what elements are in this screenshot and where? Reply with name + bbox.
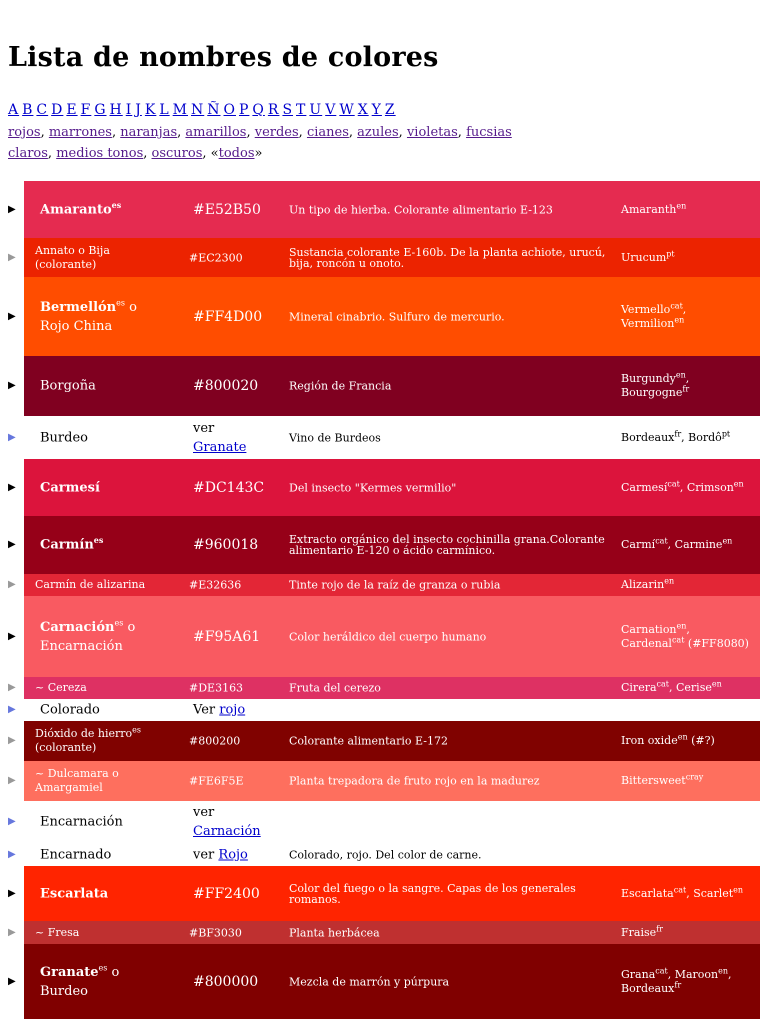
color-hex: #FF2400 [193, 885, 260, 902]
letter-link-s[interactable]: S [282, 102, 294, 118]
triangle-right-icon[interactable]: ▶ [8, 251, 16, 263]
table-row [0, 761, 768, 801]
color-group-links [8, 122, 512, 143]
table-row [0, 238, 768, 277]
group-link-oscuros[interactable]: oscuros [151, 146, 203, 161]
group-link-fucsias[interactable]: fucsias [466, 125, 512, 140]
color-hex: #E32636 [189, 578, 242, 592]
other-languages: Carmesí$^{cat}$, Crimson$^{en}$ [621, 478, 744, 494]
color-description: Del insecto "Kermes vermilio" [289, 481, 457, 494]
other-languages: Carnation$^{en}$, Cardenal$^{cat}$ (#FF8080) [621, 620, 749, 650]
group-link-rojos[interactable]: rojos [8, 125, 41, 140]
triangle-right-icon[interactable]: ▶ [8, 579, 16, 590]
other-languages: Amaranth$^{en}$ [621, 200, 687, 216]
see-also-link[interactable]: Granate [193, 439, 247, 455]
other-languages: Alizarin$^{en}$ [621, 576, 675, 591]
table-row [0, 866, 768, 921]
other-languages: Fraise$^{fr}$ [621, 923, 663, 939]
color-description: Planta trepadora de fruto rojo en la madurez [289, 774, 540, 788]
color-hex: #FF4D00 [193, 308, 263, 325]
letter-link-l[interactable]: L [159, 102, 170, 118]
color-description: Vino de Burdeos [289, 431, 381, 444]
color-name: ~ Cereza [35, 681, 87, 694]
table-row [0, 459, 768, 516]
letter-link-g[interactable]: G [94, 102, 107, 118]
page-title: Lista de nombres de colores [8, 42, 439, 73]
table-row [0, 921, 768, 944]
other-languages: Iron oxide$^{en}$ (#?) [621, 732, 715, 747]
table-row [0, 699, 768, 721]
color-name: Carmesí [40, 480, 100, 495]
letter-link-d[interactable]: D [51, 102, 64, 118]
alphabet-index [8, 100, 399, 121]
separator: , [143, 146, 148, 161]
triangle-right-icon[interactable]: ▶ [8, 816, 16, 827]
color-description: Colorado, rojo. Del color de carne. [289, 848, 482, 861]
color-description: Región de Francia [289, 379, 392, 393]
other-languages: Cirera$^{cat}$, Cerise$^{en}$ [621, 679, 722, 694]
separator: , [348, 125, 354, 140]
color-name: Carmín$^{es}$ [40, 535, 104, 553]
triangle-right-icon[interactable]: ▶ [8, 926, 16, 938]
group-link-claros[interactable]: claros [8, 146, 48, 161]
triangle-right-icon[interactable]: ▶ [8, 203, 16, 215]
letter-link-t[interactable]: T [296, 102, 307, 118]
see-also-link[interactable]: Carnación [193, 824, 261, 839]
see-also: ver Rojo [193, 847, 248, 862]
table-row [0, 843, 768, 866]
separator: , « [202, 146, 219, 161]
see-also: ver Carnación [193, 805, 261, 839]
letter-link-y[interactable]: Y [371, 102, 382, 118]
other-languages: Carmí$^{cat}$, Carmine$^{en}$ [621, 536, 733, 551]
color-hex: #800200 [189, 734, 241, 748]
separator: , [111, 125, 117, 140]
triangle-right-icon[interactable]: ▶ [8, 539, 16, 550]
letter-link-z[interactable]: Z [384, 102, 396, 118]
other-languages: Burgundy$^{en}$, Bourgogne$^{fr}$ [621, 370, 690, 399]
color-description: Mezcla de marrón y púrpura [289, 975, 450, 988]
color-hex: #F95A61 [193, 628, 261, 645]
group-link-naranjas[interactable]: naranjas [120, 125, 178, 140]
other-languages: Bittersweet$^{cray}$ [621, 772, 704, 787]
color-name: Colorado [40, 702, 100, 718]
separator: , [457, 125, 462, 140]
color-hex: #E52B50 [193, 201, 261, 218]
letter-link-c[interactable]: C [36, 102, 49, 118]
triangle-right-icon[interactable]: ▶ [8, 975, 16, 987]
color-hex: #960018 [193, 537, 259, 553]
letter-link-o[interactable]: O [223, 102, 236, 118]
see-also: Ver rojo [193, 702, 246, 718]
separator: , [298, 125, 303, 140]
color-description: Sustancia colorante E-160b. De la planta achiote, urucú, bija, roncón u onoto. [289, 245, 606, 270]
group-link-cianes[interactable]: cianes [306, 125, 349, 140]
color-description: Tinte rojo de la raíz de granza o rubia [289, 578, 501, 592]
group-link-violetas[interactable]: violetas [406, 125, 458, 140]
triangle-right-icon[interactable]: ▶ [8, 887, 16, 899]
letter-link-p[interactable]: P [238, 102, 250, 118]
color-description: Planta herbácea [289, 926, 380, 939]
color-name: Amaranto$^{es}$ [40, 199, 122, 217]
color-name: Escarlata [40, 886, 109, 901]
letter-link-e[interactable]: E [66, 102, 78, 118]
table-row [0, 574, 768, 596]
letter-link-b[interactable]: B [22, 102, 34, 118]
separator: , [47, 146, 53, 161]
table-row [0, 801, 768, 843]
color-name: Burdeo [40, 430, 88, 445]
color-name: Bermellón$^{es}$ o Rojo China [40, 298, 137, 334]
color-description: Mineral cinabrio. Sulfuro de mercurio. [289, 310, 505, 323]
color-hex: #800020 [193, 378, 259, 394]
separator: , [40, 125, 45, 140]
table-row [0, 677, 768, 699]
color-name: Carmín de alizarina [35, 578, 146, 591]
triangle-right-icon[interactable]: ▶ [8, 775, 16, 786]
letter-link-w[interactable]: W [339, 102, 355, 118]
letter-link-m[interactable]: M [172, 102, 188, 118]
triangle-right-icon[interactable]: ▶ [8, 630, 16, 642]
color-table [0, 181, 768, 1019]
triangle-right-icon[interactable]: ▶ [8, 431, 16, 443]
color-hex: #BF3030 [189, 926, 242, 939]
group-link-azules[interactable]: azules [357, 125, 399, 140]
table-row [0, 181, 768, 238]
color-description: Fruta del cerezo [289, 681, 381, 695]
separator: , [177, 125, 182, 140]
letter-link-r[interactable]: R [267, 102, 280, 118]
table-row [0, 416, 768, 459]
separator: » [254, 146, 263, 161]
color-hex: #DC143C [193, 479, 265, 496]
triangle-right-icon[interactable]: ▶ [8, 380, 16, 391]
color-name: Encarnación [40, 814, 123, 830]
table-row [0, 721, 768, 761]
letter-link-n[interactable]: N [191, 102, 205, 118]
color-hex: #800000 [193, 973, 259, 990]
color-description: Color heráldico del cuerpo humano [289, 630, 487, 643]
group-link-amarillos[interactable]: amarillos [185, 125, 247, 140]
color-description: Extracto orgánico del insecto cochinilla grana.Colorante alimentario E-120 o ácido carmínico. [289, 533, 605, 557]
letter-link-u[interactable]: U [309, 102, 323, 118]
letter-link-h[interactable]: H [109, 102, 123, 118]
other-languages: Escarlata$^{cat}$, Scarlet$^{en}$ [621, 884, 744, 900]
letter-link-v[interactable]: V [325, 102, 337, 118]
see-also: ver Granate [193, 420, 247, 455]
table-row [0, 277, 768, 356]
see-also-link[interactable]: rojo [219, 702, 246, 718]
triangle-right-icon[interactable]: ▶ [8, 848, 16, 860]
other-languages: Urucum$^{pt}$ [621, 248, 675, 264]
color-name: Carnación$^{es}$ o Encarnación [40, 618, 136, 654]
letter-link-f[interactable]: F [80, 102, 92, 118]
triangle-right-icon[interactable]: ▶ [8, 682, 16, 693]
letter-link-j[interactable]: J [135, 102, 142, 118]
color-name: Dióxido de hierro$^{es}$ (colorante) [35, 725, 141, 754]
other-languages: Vermello$^{cat}$, Vermilion$^{en}$ [621, 300, 687, 330]
color-description: Un tipo de hierba. Colorante alimentario E-123 [289, 203, 553, 216]
color-hex: #DE3163 [189, 681, 244, 695]
other-languages: Bordeaux$^{fr}$, Bordô$^{pt}$ [621, 428, 731, 444]
group-link-verdes[interactable]: verdes [254, 125, 299, 140]
color-name: Annato o Bija (colorante) [35, 243, 110, 271]
triangle-right-icon[interactable]: ▶ [8, 481, 16, 493]
table-row [0, 516, 768, 574]
triangle-right-icon[interactable]: ▶ [8, 310, 16, 322]
separator: , [246, 125, 251, 140]
letter-link-x[interactable]: X [357, 102, 369, 118]
letter-link-i[interactable]: I [125, 102, 133, 118]
color-description: Color del fuego o la sangre. Capas de los generales romanos. [289, 881, 576, 906]
tone-group-links [8, 143, 262, 164]
separator: , [398, 125, 403, 140]
letter-link-a[interactable]: A [8, 102, 20, 118]
letter-link-k[interactable]: K [144, 102, 157, 118]
group-link-medios-tonos[interactable]: medios tonos [56, 146, 144, 161]
table-row [0, 596, 768, 677]
color-description: Colorante alimentario E-172 [289, 734, 448, 748]
table-row [0, 944, 768, 1019]
color-name: ~ Dulcamara o Amargamiel [35, 767, 119, 794]
triangle-right-icon[interactable]: ▶ [8, 735, 16, 746]
letter-link-enie[interactable]: Ñ [207, 102, 221, 118]
color-hex: #FE6F5E [189, 774, 244, 788]
triangle-right-icon[interactable]: ▶ [8, 704, 16, 715]
letter-link-q[interactable]: Q [252, 102, 265, 118]
color-name: Borgoña [40, 378, 96, 394]
color-name: Granate$^{es}$ o Burdeo [40, 963, 120, 999]
table-row [0, 356, 768, 416]
other-languages: Grana$^{cat}$, Maroon$^{en}$, Bordeaux$^{fr}$ [621, 965, 732, 995]
color-hex: #EC2300 [189, 251, 243, 264]
color-name: ~ Fresa [35, 925, 80, 939]
color-name: Encarnado [40, 847, 112, 862]
see-also-link[interactable]: Rojo [218, 847, 248, 862]
group-link-marrones[interactable]: marrones [48, 125, 112, 140]
group-link-todos[interactable]: todos [218, 146, 255, 161]
